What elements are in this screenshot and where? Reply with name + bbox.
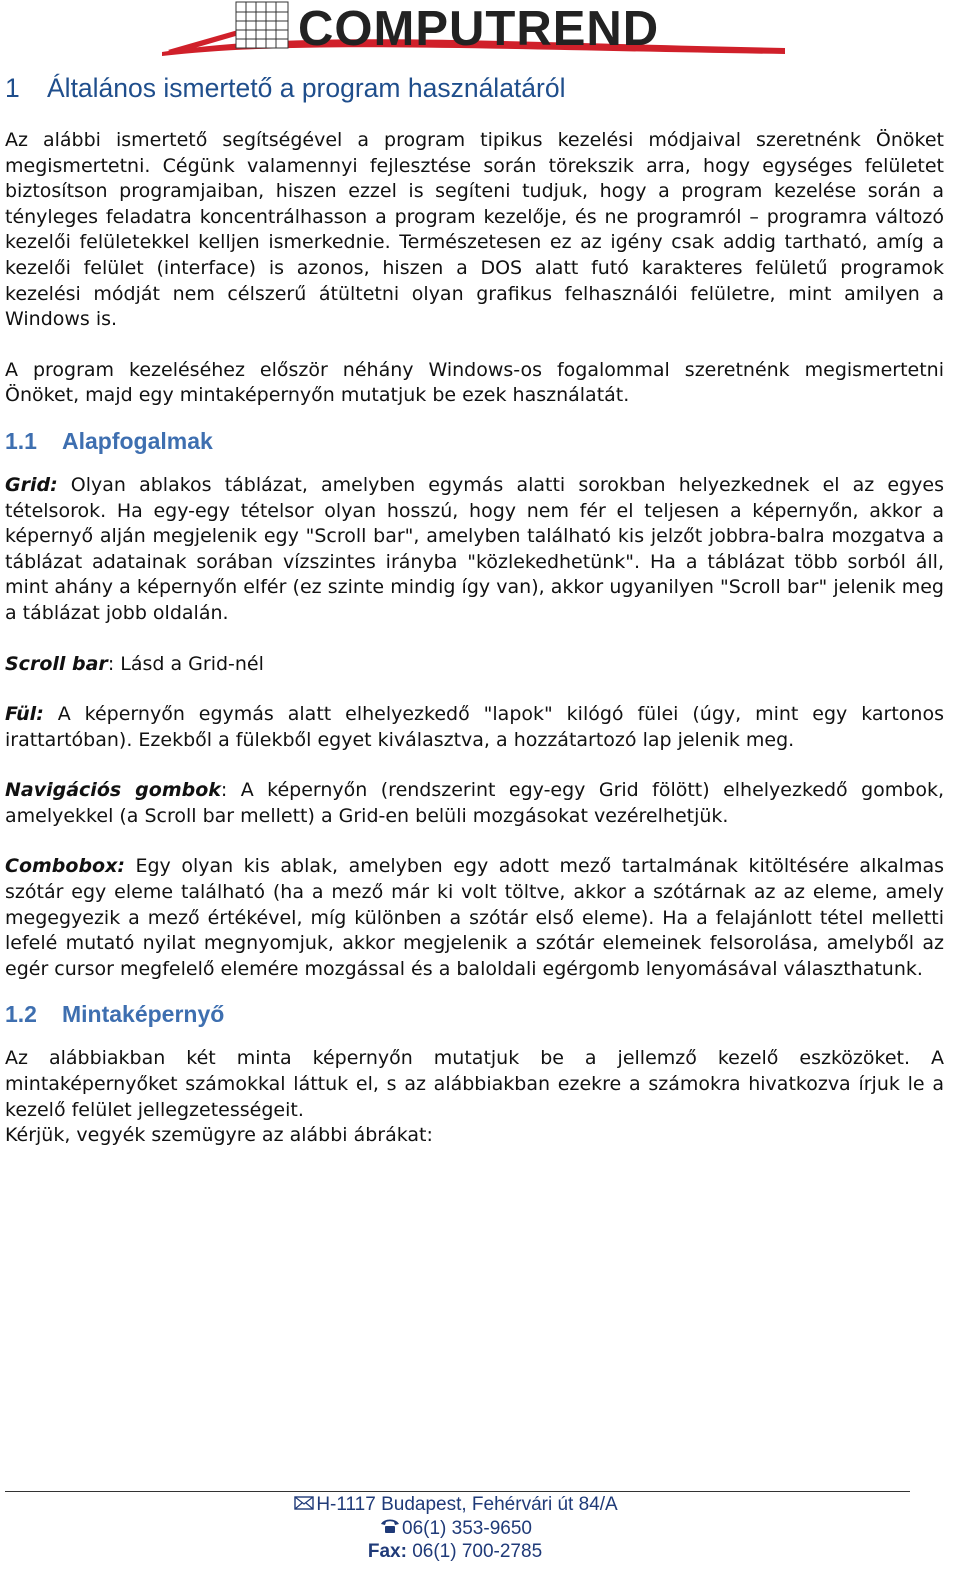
section-1-heading <box>5 68 944 108</box>
document-body <box>5 62 944 1149</box>
term-label: Grid: <box>5 473 58 496</box>
term-text: Olyan ablakos táblázat, amelyben egymás alatti sorokban helyezkednek el az egyes tételsorok. Ha egy-egy tételsor olyan hosszú, hogy nem fér el teljesen a képernyőn, akkor a képernyő alján megjelenik egy "Scroll bar", amelyben található kis jelzőt jobbra-balra mozgatva a táblázat adatainak sorában vízszintes irányba "közlekedhetünk". Ha a táblázat több sorból áll, mint ahány a képernyőn elfér (ez szinte mindig így van), akkor ugyanilyen "Scroll bar" jelenik meg a táblázat jobb oldalán. <box>5 473 944 624</box>
term-text: : Lásd a Grid-nél <box>107 652 264 675</box>
footer-fax: 06(1) 700-2785 <box>406 1541 543 1562</box>
section-number: 1 <box>5 73 20 103</box>
intro-paragraph-2: A program kezeléséhez először néhány Windows-os fogalommal szeretnénk megismertetni Önöket, majd egy mintaképernyőn mutatjuk be ezek használatát. <box>5 358 944 407</box>
footer-phone: 06(1) 353-9650 <box>402 1517 532 1539</box>
section-number: 1.1 <box>5 427 37 454</box>
footer-fax-line <box>0 1540 910 1564</box>
section-title: Mintaképernyő <box>62 1001 225 1028</box>
footer-divider <box>5 1491 910 1492</box>
definition-ful <box>5 702 944 753</box>
footer-address-line <box>0 1493 910 1517</box>
term-label: Fül: <box>5 703 44 726</box>
logo-graphic <box>160 0 790 62</box>
intro-paragraph-1: Az alábbi ismertető segítségével a program tipikus kezelési módjaival szeretnénk Önöket megismertetni. Cégünk valamennyi fejlesztése során törekszik arra, hogy egységes felületet biztosítson programjaiban, hiszen ezzel is segíteni tudjuk, hogy a program kezelése során a tényleges feladatra koncentrálhasson a program kezelője, és ne programról – programra változó kezelői felületekkel kelljen ismerkednie. Természetesen ez az igény csak addig tartható, amíg a kezelői felület (interface) is azonos, hiszen a DOS alatt futó karakteres felületű programok kezelési módját nem célszerű átültetni olyan grafikus felhasználói felületre, mint amilyen a Windows is. <box>5 129 944 331</box>
section-title: Általános ismertető a program használatáról <box>47 73 566 103</box>
definition-grid <box>5 473 944 627</box>
sample-screen-request: Kérjük, vegyék szemügyre az alábbi ábrákat: <box>5 1124 433 1147</box>
grid-logo-icon <box>236 2 288 48</box>
section-1-2-heading <box>5 994 944 1034</box>
term-label: Scroll bar <box>5 652 108 675</box>
definition-scroll-bar <box>5 652 944 678</box>
fax-label: Fax: <box>367 1541 407 1562</box>
term-text: A képernyőn egymás alatt elhelyezkedő "lapok" kilógó fülei (úgy, mint egy kartonos irattartóban). Ezekből a fülekből egyet kiválasztva, a hozzátartozó lap jelenik meg. <box>5 703 944 751</box>
footer <box>0 1493 910 1564</box>
section-title: Alapfogalmak <box>62 427 213 454</box>
sample-screen-paragraph: Az alábbiakban két minta képernyőn mutatjuk be a jellemző kezelő eszközöket. A mintaképernyőket számokkal láttuk el, s az alábbiakban ezekre a számokra hivatkozva írjuk le a kezelő felület jellegzetességeit. <box>5 1047 944 1121</box>
definition-navigacios-gombok <box>5 778 944 829</box>
term-text: : A képernyőn (rendszerint egy-egy Grid fölött) elhelyezkedő gombok, amelyekkel (a Scroll bar mellett) a Grid-en belüli mozgásokat vezérelhetjük. <box>5 779 944 827</box>
telephone-icon <box>378 1517 402 1541</box>
term-label: Navigációs gombok <box>5 779 221 802</box>
footer-address: H-1117 Budapest, Fehérvári út 84/A <box>316 1494 618 1515</box>
term-text: Egy olyan kis ablak, amelyben egy adott mező tartalmának kitöltésére alkalmas szótár egy eleme található (ha a mező már ki volt töltve, akkor a szótárnak az az eleme, amely megegyezik a mező értékével, míg különben a szótár első eleme). Ha a felajánlott tétel melletti lefelé mutató nyilat megnyomjuk, akkor megjelenik a szótár elemeinek felsorolása, amelyből az egér cursor megfelelő elemére mozgással és a baloldali egérgomb lenyomásával választhatunk. <box>5 855 944 980</box>
section-1-1-heading <box>5 421 944 461</box>
term-label: Combobox: <box>5 855 125 878</box>
section-number: 1.2 <box>5 1001 37 1028</box>
definition-combobox <box>5 854 944 982</box>
envelope-icon <box>292 1493 316 1517</box>
logo-text: COMPUTREND <box>298 2 660 56</box>
computrend-logo <box>160 0 790 62</box>
footer-phone-line <box>0 1517 910 1541</box>
